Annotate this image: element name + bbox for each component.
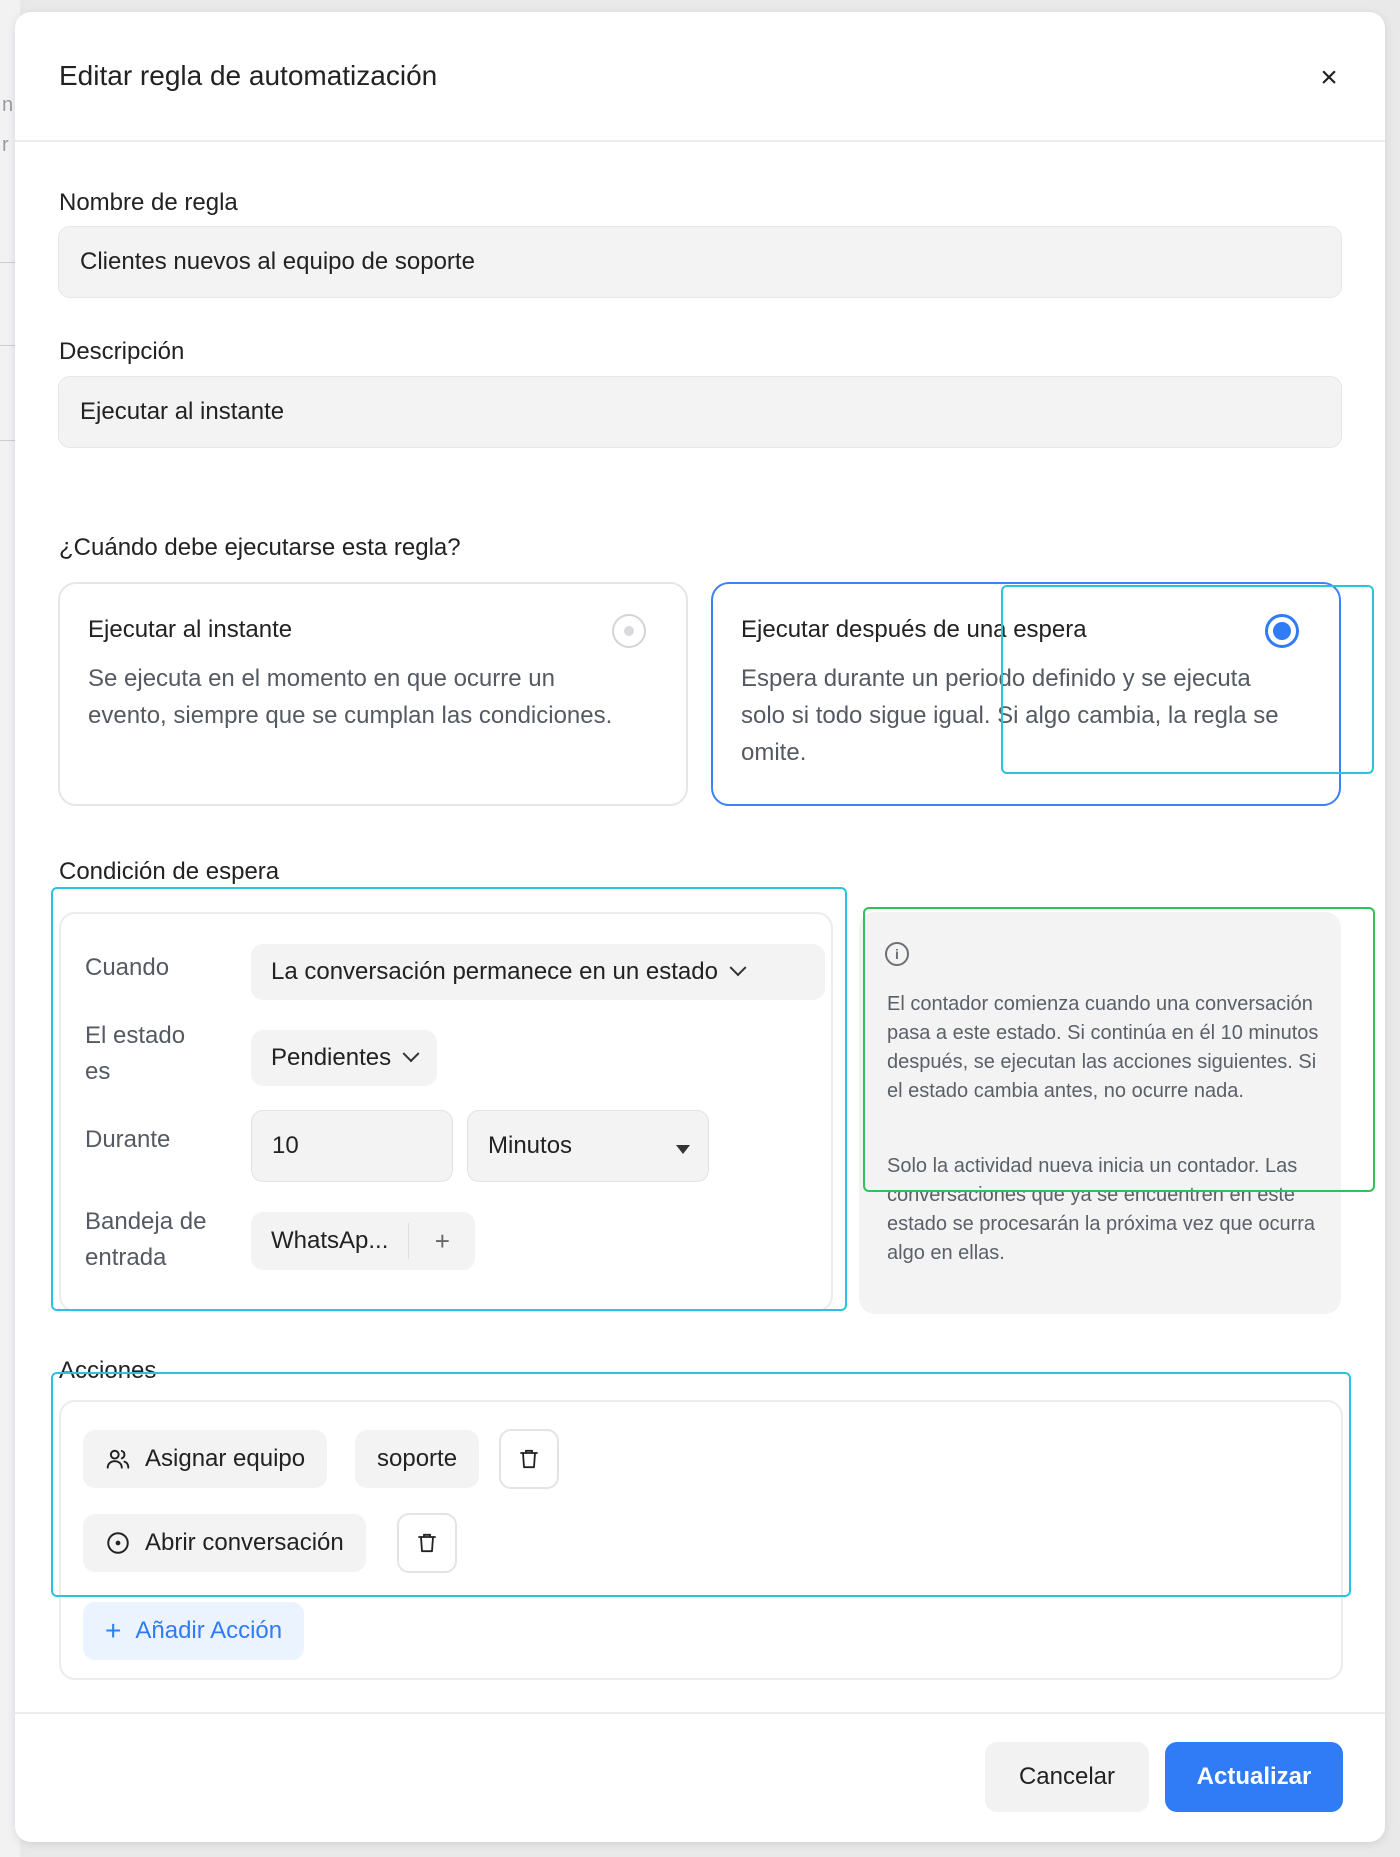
info-icon: i (885, 942, 909, 966)
trash-icon (517, 1446, 541, 1472)
update-button[interactable]: Actualizar (1165, 1742, 1343, 1812)
status-select-value: Pendientes (271, 1044, 392, 1071)
description-input[interactable] (58, 376, 1342, 448)
duration-unit-value: Minutos (488, 1132, 573, 1159)
inbox-select[interactable] (251, 1212, 475, 1270)
duration-input[interactable] (251, 1110, 453, 1182)
users-icon (105, 1446, 131, 1472)
modal-title: Editar regla de automatización (59, 60, 438, 91)
caret-down-icon (676, 1145, 690, 1154)
status-label: El estado es (85, 1022, 186, 1085)
duration-label: Durante (85, 1126, 171, 1153)
info-paragraph-1: El contador comienza cuando una conversación pasa a este estado. Si continúa en él 10 minutos después, se ejecutan las acciones siguientes. Si el estado cambia antes, no ocurre nada. (887, 993, 1319, 1102)
radio-selected[interactable] (1265, 614, 1299, 648)
option-title: Ejecutar después de una espera (741, 616, 1087, 643)
option-run-after-wait[interactable] (711, 582, 1341, 806)
circle-dot-icon (105, 1530, 131, 1556)
status-select[interactable] (251, 1030, 437, 1086)
add-action-button[interactable] (83, 1602, 304, 1660)
chevron-down-icon (729, 959, 746, 976)
action-team-value[interactable] (355, 1430, 479, 1488)
modal-header (15, 12, 1385, 142)
radio-unselected[interactable] (612, 614, 646, 648)
option-run-instantly[interactable] (58, 582, 688, 806)
rule-name-value: Clientes nuevos al equipo de soporte (80, 248, 475, 275)
action-value: soporte (377, 1445, 458, 1472)
plus-icon[interactable]: + (434, 1225, 450, 1256)
inbox-value: WhatsAp... (251, 1223, 409, 1259)
action-open-conversation[interactable] (83, 1514, 366, 1572)
actions-box (59, 1400, 1343, 1680)
add-action-label: Añadir Acción (135, 1617, 283, 1644)
when-select-value: La conversación permanece en un estado (271, 958, 718, 985)
description-label: Descripción (59, 338, 185, 365)
chevron-down-icon (403, 1045, 420, 1062)
rule-name-label: Nombre de regla (59, 189, 238, 216)
timing-question: ¿Cuándo debe ejecutarse esta regla? (59, 534, 461, 561)
option-title: Ejecutar al instante (88, 616, 293, 643)
info-paragraph-2: Solo la actividad nueva inicia un contador. Las conversaciones que ya se encuentren en este estado se procesarán la próxima vez que ocurra algo en ellas. (887, 1155, 1316, 1264)
when-label: Cuando (85, 954, 170, 981)
actions-label: Acciones (59, 1357, 157, 1384)
action-assign-team[interactable] (83, 1430, 327, 1488)
option-description: Se ejecuta en el momento en que ocurre un evento, siempre que se cumplan las condiciones. (88, 665, 613, 729)
edit-rule-modal (15, 12, 1385, 1842)
option-description: Espera durante un periodo definido y se ejecuta solo si todo sigue igual. Si algo cambia, la regla se omite. (741, 665, 1279, 766)
background-text: r (2, 134, 9, 156)
wait-condition-label: Condición de espera (59, 858, 280, 885)
action-label: Abrir conversación (145, 1529, 344, 1556)
trash-icon (415, 1530, 439, 1556)
action-label: Asignar equipo (145, 1445, 306, 1472)
duration-value: 10 (272, 1132, 299, 1159)
delete-action-button[interactable] (499, 1429, 559, 1489)
inbox-label: Bandeja de entrada (85, 1208, 207, 1271)
delete-action-button[interactable] (397, 1513, 457, 1573)
when-select[interactable] (251, 944, 825, 1000)
background-text: n (2, 94, 14, 116)
close-button[interactable] (1313, 62, 1345, 94)
description-value: Ejecutar al instante (80, 398, 285, 425)
cancel-button[interactable]: Cancelar (985, 1742, 1149, 1812)
info-panel (859, 912, 1341, 1314)
wait-condition-box (59, 912, 833, 1312)
duration-unit-select[interactable] (467, 1110, 709, 1182)
modal-footer (15, 1712, 1385, 1844)
plus-icon: + (105, 1615, 122, 1646)
rule-name-input[interactable] (58, 226, 1342, 298)
close-icon: × (1320, 61, 1338, 94)
